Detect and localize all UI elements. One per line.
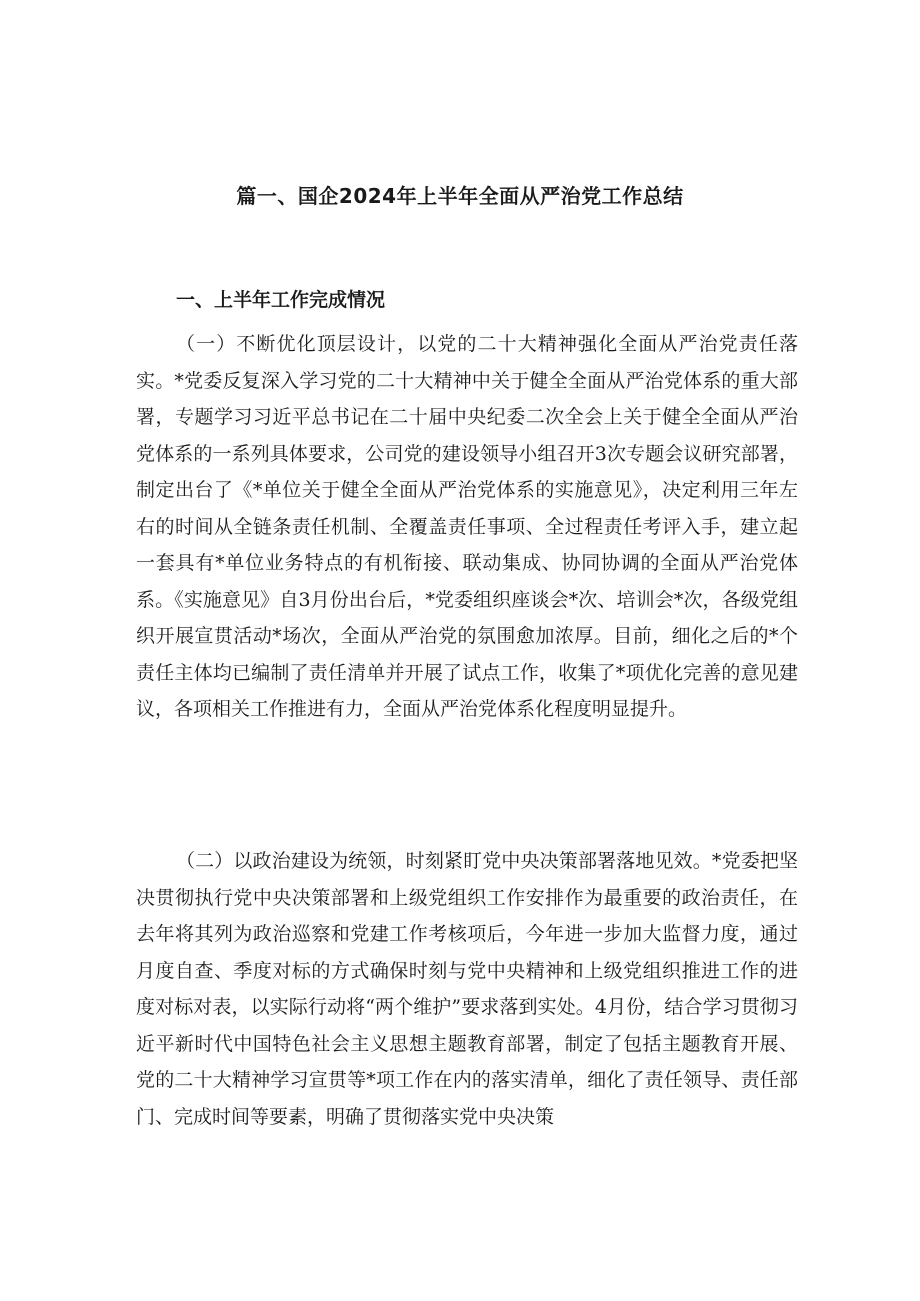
body-paragraph: （一）不断优化顶层设计，以党的二十大精神强化全面从严治党责任落实。*党委反复深入学习党的二十大精神中关于健全全面从严治党体系的重大部署，专题学习习近平总书记在二十届中央纪委二次全会上关于健全全面从严治党体系的一系列具体要求，公司党的建设领导小组召开3次专题会议研究部署，制定出台了《*单位关于健全全面从严治党体系的实施意见》，决定利用三年左右的时间从全链条责任机制、全覆盖责任事项、全过程责任考评入手，建立起一套具有*单位业务特点的有机衔接、联动集成、协同协调的全面从严治党体系。《实施意见》自3月份出台后，*党委组织座谈会*次、培训会*次，各级党组织开展宣贯活动*场次，全面从严治党的氛围愈加浓厚。目前，细化之后的*个责任主体均已编制了责任清单并开展了试点工作，收集了*项优化完善的意见建议，各项相关工作推进有力，全面从严治党体系化程度明显提升。: [136, 333, 798, 720]
body-paragraph: （二）以政治建设为统领，时刻紧盯党中央决策部署落地见效。*党委把坚决贯彻执行党中央决策部署和上级党组织工作安排作为最重要的政治责任，在去年将其列为政治巡察和党建工作考核项后，今年进一步加大监督力度，通过月度自查、季度对标的方式确保时刻与党中央精神和上级党组织推进工作的进度对标对表，以实际行动将“两个维护”要求落到实处。4月份，结合学习贯彻习近平新时代中国特色社会主义思想主题教育部署，制定了包括主题教育开展、党的二十大精神学习宣贯等*项工作在内的落实清单，细化了责任领导、责任部门、完成时间等要素，明确了贯彻落实党中央决策: [136, 850, 798, 1128]
section-heading: 一、上半年工作完成情况: [176, 289, 386, 311]
document-title: 篇一、国企2024年上半年全面从严治党工作总结: [236, 184, 684, 208]
